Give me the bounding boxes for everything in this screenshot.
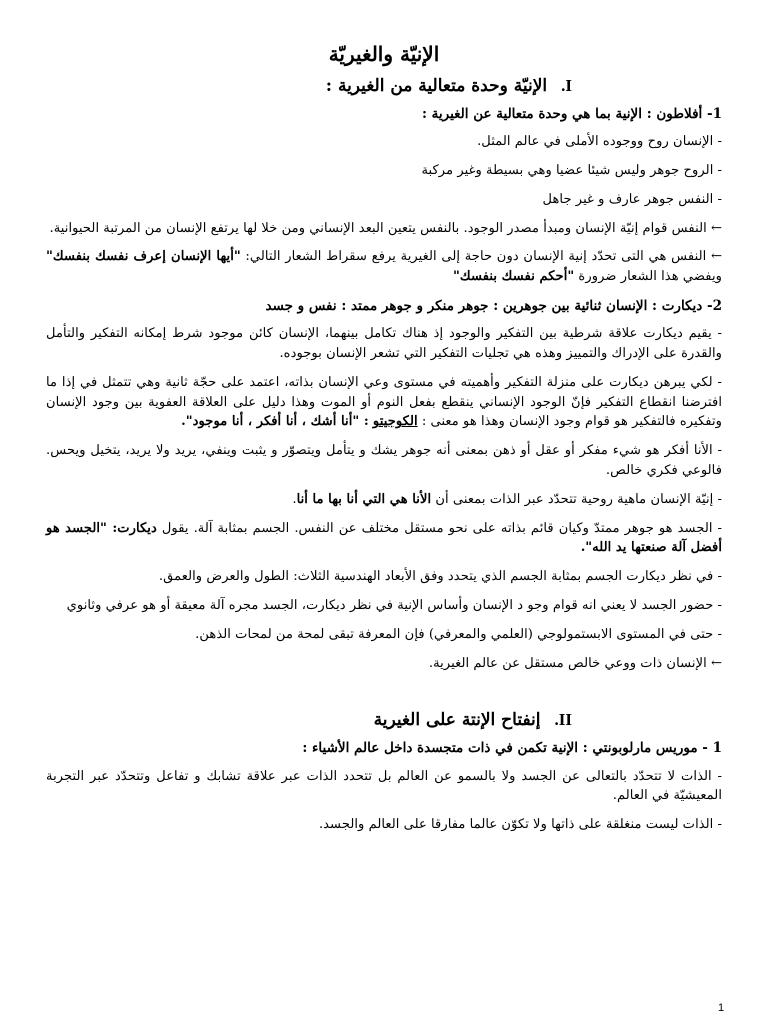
paragraph: - يقيم ديكارت علاقة شرطية بين التفكير والوجود إذ هناك تكامل بينهما، الإنسان كائن موجود شرط إمكانه التفكير والتأمل والقدرة على الإدراك والتمييز وهذه هي تجليات التفكير التي تشعر الإنسان بوجوده. [46, 326, 722, 362]
quote-cogito: : "أنا أشك ، أنا أفكر ، أنا موجود". [181, 414, 369, 430]
section-title: الإنيّة وحدة متعالية من الغيرية : [325, 76, 548, 96]
paragraph: - الذات لا تتحدّد بالتعالى عن الجسد ولا بالسمو عن العالم بل تتحدد الذات عبر علاقة تشابك و تفاعل وتتحدّد عبر التجربة المعيشيّة في العالم. [46, 768, 722, 804]
quote-descartes-body: ديكارت: "الجسد هو أفضل آلة صنعتها يد الله". [46, 520, 722, 556]
paragraph: - حضور الجسد لا يعني انه قوام وجو د الإنسان وأساس الإنية في نظر ديكارت، الجسد مجره آلة معيقة أو هو عرفي وثانوي [66, 598, 722, 614]
paragraph: - في نظر ديكارت الجسم بمثابة الجسم الذي يتحدد وفق الأبعاد الهندسية الثلاث: الطول والعرض والعمق. [158, 569, 722, 585]
text-run: ويفضي هذا الشعار ضرورة [574, 269, 722, 285]
text-run: ← النفس هي التى تحدّد إنية الإنسان دون حاجة إلى الغيرية يرفع سقراط الشعار التالي: [240, 249, 723, 265]
paragraph: - الأنا أفكر هو شيء مفكر أو عقل أو ذهن بمعنى أنه جوهر يشك و يتأمل ويتصوّر و يثبت وينفي، يريد ولا يريد، يتخيل ويحس. فالوعي فكري خالص. [46, 443, 722, 479]
paragraph: ← النفس قوام إنيّة الإنسان ومبدأ مصدر الوجود. بالنفس يتعين البعد الإنساني ومن خلا لها يرتفع الإنسان من المرتبة الحيوانية. [49, 220, 722, 236]
paragraph: - النفس جوهر عارف و غير جاهل [542, 191, 722, 207]
section-number: I. [561, 76, 572, 95]
emphasis-text: الأنا هي التي أنا بها ما أنا [296, 491, 432, 507]
subheading-plato: 1- أفلاطون : الإنية بما هي وحدة متعالية عن الغيرية : [421, 106, 722, 122]
paragraph [46, 373, 722, 432]
paragraph [46, 519, 722, 559]
paragraph: - حتى في المستوى الابستمولوجي (العلمي والمعرفي) فإن المعرفة تبقى لمحة من لمحات الذهن. [195, 626, 722, 642]
paragraph: ← الإنسان ذات ووعي خالص مستقل عن عالم الغيرية. [428, 655, 722, 671]
section-heading-2 [46, 710, 722, 730]
page-title: الإنيّة والغيريّة [328, 42, 440, 66]
section-heading-1 [46, 76, 722, 96]
spacer [46, 682, 722, 704]
term-cogito: الكوجيتو [372, 414, 418, 430]
page-number: 1 [718, 1002, 725, 1014]
paragraph: - الروح جوهر وليس شيئا عضيا وهي بسيطة وغير مركبة [421, 163, 722, 179]
text-run: - الجسد هو جوهر ممتدّ وكيان قائم بذاته على نحو مستقل مختلف عن النفس. الجسم بمثابة آلة. يقول [156, 520, 722, 536]
paragraph: - الذات ليست منغلقة على ذاتها ولا تكوّن عالما مفارقا على العالم والجسد. [318, 817, 722, 833]
quote-govern-thyself: "أحكم نفسك بنفسك" [453, 269, 575, 285]
paragraph: - الإنسان روح ووجوده الأملى في عالم المثل. [477, 134, 722, 150]
subheading-descartes: 2- ديكارت : الإنسان ثنائية بين جوهرين : جوهر منكر و جوهر ممتد : نفس و جسد [265, 298, 722, 315]
subheading-merleau-ponty: 1 - موريس مارلوبونتي : الإنية تكمن في ذات متجسدة داخل عالم الأشياء : [302, 740, 722, 757]
text-run: . [292, 491, 297, 507]
paragraph [46, 247, 722, 287]
text-run: - لكي يبرهن ديكارت على منزلة التفكير وأهميته في مستوى وعي الإنسان بذاته، اعتمد على حجّة ثانية وهي تتمثل في إذا ما افترضنا انقطاع التفكير فإنّ الوجود الإنساني ينقطع بفعل النوم أو الموت وهذا دليل على العلاقة العفوية بين وجود الإنسان وتفكيره فالتفكير هو قوام وجود الإنسان وهذا هو معنى : [46, 374, 722, 430]
section-number: II. [554, 710, 572, 730]
section-title: إنفتاح الإنتة على الغيرية [373, 710, 541, 731]
paragraph [46, 490, 722, 510]
quote-know-thyself: "أيها الإنسان إعرف نفسك بنفسك" [46, 249, 241, 265]
text-run: - إنيّة الإنسان ماهية روحية تتحدّد عبر الذات بمعنى أن [431, 491, 722, 507]
